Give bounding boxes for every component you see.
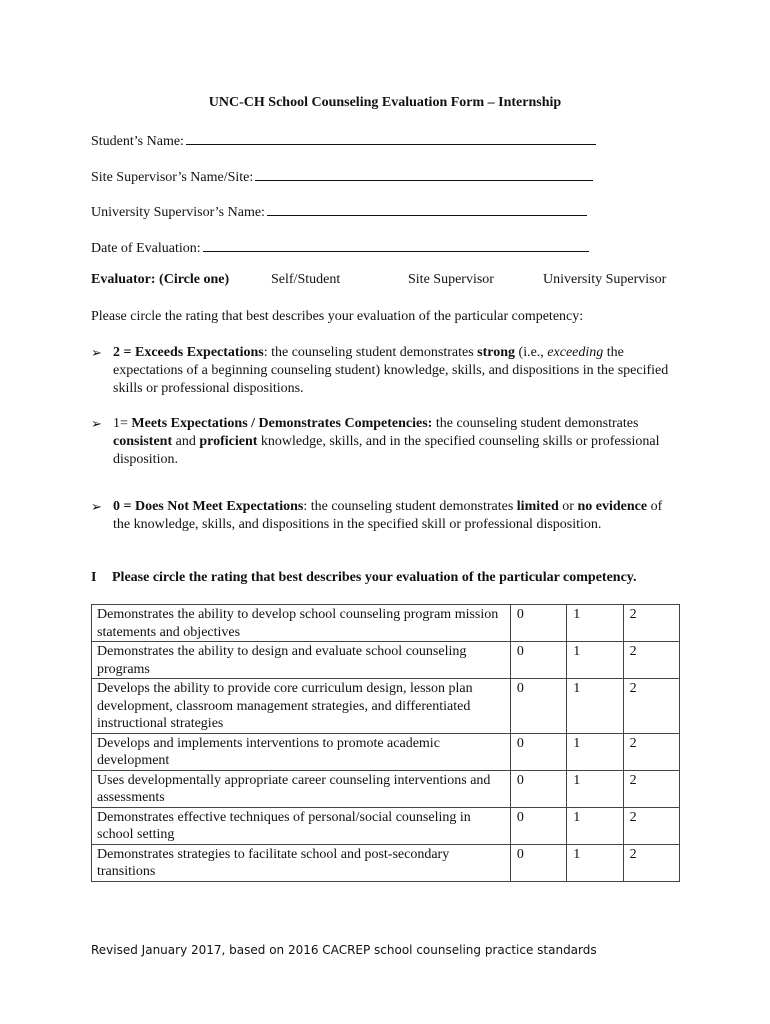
competency-text: Demonstrates the ability to develop school counseling program mission statements and objectives — [92, 605, 511, 642]
rating-2-option[interactable]: 2 — [623, 733, 679, 770]
rating-2-option[interactable]: 2 — [623, 807, 679, 844]
competency-text: Develops and implements interventions to promote academic development — [92, 733, 511, 770]
legend-item-meets: ➢ 1= Meets Expectations / Demonstrates Competencies: the counseling student demonstrates consistent and proficient knowledge, skills, and in the specified counseling skills or professional disposition. — [91, 416, 660, 467]
rating-instruction: Please circle the rating that best describes your evaluation of the particular competency: — [91, 309, 584, 324]
rating-1-option[interactable]: 1 — [567, 679, 623, 734]
rating-0-option[interactable]: 0 — [510, 770, 566, 807]
rating-0-option[interactable]: 0 — [510, 679, 566, 734]
site-supervisor-field[interactable] — [91, 166, 593, 186]
evaluator-row — [91, 272, 667, 288]
rating-2-option[interactable]: 2 — [623, 679, 679, 734]
rating-1-option[interactable]: 1 — [567, 605, 623, 642]
rating-1-option[interactable]: 1 — [567, 770, 623, 807]
competency-text: Uses developmentally appropriate career counseling interventions and assessments — [92, 770, 511, 807]
competency-text: Develops the ability to provide core curriculum design, lesson plan development, classroom management strategies, and differentiated instructional strategies — [92, 679, 511, 734]
table-row — [92, 642, 680, 679]
rating-0-option[interactable]: 0 — [510, 807, 566, 844]
rating-0-option[interactable]: 0 — [510, 605, 566, 642]
competency-text: Demonstrates effective techniques of personal/social counseling in school setting — [92, 807, 511, 844]
date-label: Date of Evaluation: — [91, 241, 201, 256]
section-number: I — [91, 570, 97, 585]
rating-1-option[interactable]: 1 — [567, 733, 623, 770]
competency-rating-table — [91, 604, 680, 882]
evaluator-option-site-supervisor[interactable]: Site Supervisor — [408, 272, 494, 287]
evaluator-option-university-supervisor[interactable]: University Supervisor — [543, 272, 667, 287]
rating-0-option[interactable]: 0 — [510, 844, 566, 881]
form-title: UNC-CH School Counseling Evaluation Form – Internship — [208, 95, 562, 110]
bullet-arrow-icon: ➢ — [91, 416, 102, 431]
rating-1-option[interactable]: 1 — [567, 844, 623, 881]
competency-text: Demonstrates strategies to facilitate school and post-secondary transitions — [92, 844, 511, 881]
table-row — [92, 844, 680, 881]
rating-2-option[interactable]: 2 — [623, 642, 679, 679]
student-name-field[interactable] — [91, 130, 596, 150]
revision-footer: Revised January 2017, based on 2016 CACREP school counseling practice standards — [91, 943, 597, 957]
rating-2-option[interactable]: 2 — [623, 605, 679, 642]
evaluator-label: Evaluator: (Circle one) — [91, 272, 230, 287]
site-supervisor-label: Site Supervisor’s Name/Site: — [91, 170, 254, 185]
date-field[interactable] — [91, 237, 589, 257]
bullet-arrow-icon: ➢ — [91, 345, 102, 360]
university-supervisor-field[interactable] — [91, 201, 587, 221]
rating-0-option[interactable]: 0 — [510, 733, 566, 770]
table-row — [92, 733, 680, 770]
rating-1-option[interactable]: 1 — [567, 642, 623, 679]
table-row — [92, 770, 680, 807]
competency-text: Demonstrates the ability to design and evaluate school counseling programs — [92, 642, 511, 679]
evaluator-option-self[interactable]: Self/Student — [271, 272, 341, 287]
table-row — [92, 605, 680, 642]
university-supervisor-line[interactable] — [267, 201, 587, 216]
legend-item-exceeds: ➢ 2 = Exceeds Expectations: the counseling student demonstrates strong (i.e., exceeding the expectations of a beginning counseling student) knowledge, skills, and dispositions in the specified skills or professional dispositions. — [91, 345, 669, 396]
section-heading — [91, 570, 637, 586]
student-name-line[interactable] — [186, 130, 596, 145]
student-name-label: Student’s Name: — [91, 134, 184, 149]
university-supervisor-label: University Supervisor’s Name: — [91, 205, 265, 220]
legend-item-does-not-meet: ➢ 0 = Does Not Meet Expectations: the counseling student demonstrates limited or no evidence of the knowledge, skills, and dispositions in the specified skill or professional disposition. — [91, 499, 663, 532]
date-line[interactable] — [203, 237, 589, 252]
section-heading-text: Please circle the rating that best describes your evaluation of the particular competency. — [112, 570, 637, 585]
site-supervisor-line[interactable] — [255, 166, 593, 181]
rating-2-option[interactable]: 2 — [623, 844, 679, 881]
rating-1-option[interactable]: 1 — [567, 807, 623, 844]
table-row — [92, 807, 680, 844]
bullet-arrow-icon: ➢ — [91, 499, 102, 514]
rating-2-option[interactable]: 2 — [623, 770, 679, 807]
rating-0-option[interactable]: 0 — [510, 642, 566, 679]
table-row — [92, 679, 680, 734]
